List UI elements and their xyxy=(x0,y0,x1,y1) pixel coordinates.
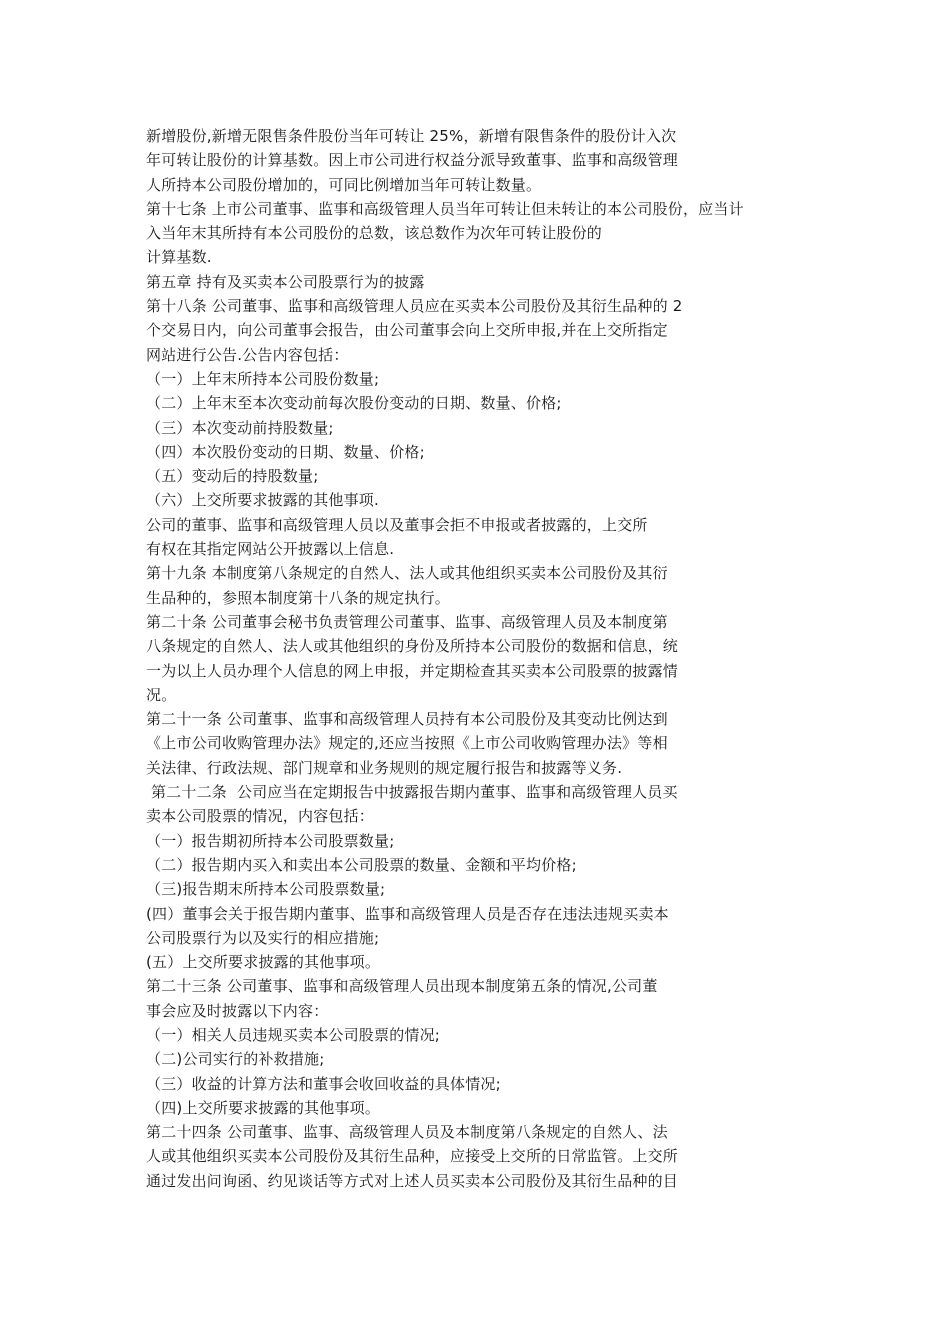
list-item: (四）董事会关于报告期内董事、监事和高级管理人员是否存在违法违规买卖本 xyxy=(146,904,669,923)
document-body xyxy=(146,124,826,1193)
text-line: 年可转让股份的计算基数。因上市公司进行权益分派导致董事、监事和高级管理 xyxy=(146,151,679,170)
text-line: 计算基数. xyxy=(146,248,212,267)
list-item: （一）相关人员违规买卖本公司股票的情况; xyxy=(146,1025,441,1044)
text-line: 《上市公司收购管理办法》规定的,还应当按照《上市公司收购管理办法》等相 xyxy=(146,734,668,753)
list-item: （四)上交所要求披露的其他事项。 xyxy=(146,1098,381,1117)
article-24-heading: 第二十四条 公司董事、监事、高级管理人员及本制度第八条规定的自然人、法 xyxy=(146,1123,668,1142)
article-17-heading: 第十七条 上市公司董事、监事和高级管理人员当年可转让但未转让的本公司股份，应当计 xyxy=(146,199,744,218)
list-item: （二)公司实行的补救措施; xyxy=(146,1050,325,1069)
list-item: （五）变动后的持股数量; xyxy=(146,467,319,486)
article-19-heading: 第十九条 本制度第八条规定的自然人、法人或其他组织买卖本公司股份及其衍 xyxy=(146,564,668,583)
text-line: 公司股票行为以及实行的相应措施; xyxy=(146,928,380,947)
list-item: （三）收益的计算方法和董事会收回收益的具体情况; xyxy=(146,1074,501,1093)
text-line: 事会应及时披露以下内容： xyxy=(146,1001,329,1020)
text-line: 个交易日内，向公司董事会报告，由公司董事会向上交所申报,并在上交所指定 xyxy=(146,321,668,340)
list-item: （一）报告期初所持本公司股票数量; xyxy=(146,831,395,850)
article-21-heading: 第二十一条 公司董事、监事和高级管理人员持有本公司股份及其变动比例达到 xyxy=(146,710,668,729)
text-line: 生品种的，参照本制度第十八条的规定执行。 xyxy=(146,588,451,607)
text-line: 人所持本公司股份增加的，可同比例增加当年可转让数量。 xyxy=(146,175,542,194)
list-item: （二）报告期内买入和卖出本公司股票的数量、金额和平均价格; xyxy=(146,855,577,874)
list-item: （二）上年末至本次变动前每次股份变动的日期、数量、价格; xyxy=(146,394,562,413)
text-line: 八条规定的自然人、法人或其他组织的身份及所持本公司股份的数据和信息，统 xyxy=(146,637,679,656)
text-line: 一为以上人员办理个人信息的网上申报，并定期检查其买卖本公司股票的披露情 xyxy=(146,661,679,680)
chapter-5-title: 第五章 持有及买卖本公司股票行为的披露 xyxy=(146,272,425,291)
text-line: 入当年末其所持有本公司股份的总数，该总数作为次年可转让股份的 xyxy=(146,224,603,243)
article-18-heading: 第十八条 公司董事、监事和高级管理人员应在买卖本公司股份及其衍生品种的 2 xyxy=(146,297,683,316)
text-line: 况。 xyxy=(146,685,177,704)
list-item: （四）本次股份变动的日期、数量、价格; xyxy=(146,442,425,461)
list-item: （三）本次变动前持股数量; xyxy=(146,418,334,437)
article-22-heading: 第二十二条 公司应当在定期报告中披露报告期内董事、监事和高级管理人员买 xyxy=(146,783,678,802)
article-23-heading: 第二十三条 公司董事、监事和高级管理人员出现本制度第五条的情况,公司董 xyxy=(146,977,658,996)
text-line: 卖本公司股票的情况，内容包括： xyxy=(146,807,375,826)
text-line: 通过发出问询函、约见谈话等方式对上述人员买卖本公司股份及其衍生品种的目 xyxy=(146,1171,679,1190)
list-item: （六）上交所要求披露的其他事项. xyxy=(146,491,379,510)
list-item: （一）上年末所持本公司股份数量; xyxy=(146,369,380,388)
text-line: 关法律、行政法规、部门规章和业务规则的规定履行报告和披露等义务. xyxy=(146,758,623,777)
text-line: 网站进行公告.公告内容包括： xyxy=(146,345,349,364)
list-item: （三)报告期末所持本公司股票数量; xyxy=(146,880,386,899)
list-item: (五）上交所要求披露的其他事项。 xyxy=(146,953,381,972)
article-20-heading: 第二十条 公司董事会秘书负责管理公司董事、监事、高级管理人员及本制度第 xyxy=(146,612,668,631)
text-line: 新增股份,新增无限售条件股份当年可转让 25%，新增有限售条件的股份计入次 xyxy=(146,127,677,145)
text-line: 人或其他组织买卖本公司股份及其衍生品种，应接受上交所的日常监管。上交所 xyxy=(146,1147,679,1166)
text-line: 公司的董事、监事和高级管理人员以及董事会拒不申报或者披露的，上交所 xyxy=(146,515,648,534)
text-line: 有权在其指定网站公开披露以上信息. xyxy=(146,540,395,559)
